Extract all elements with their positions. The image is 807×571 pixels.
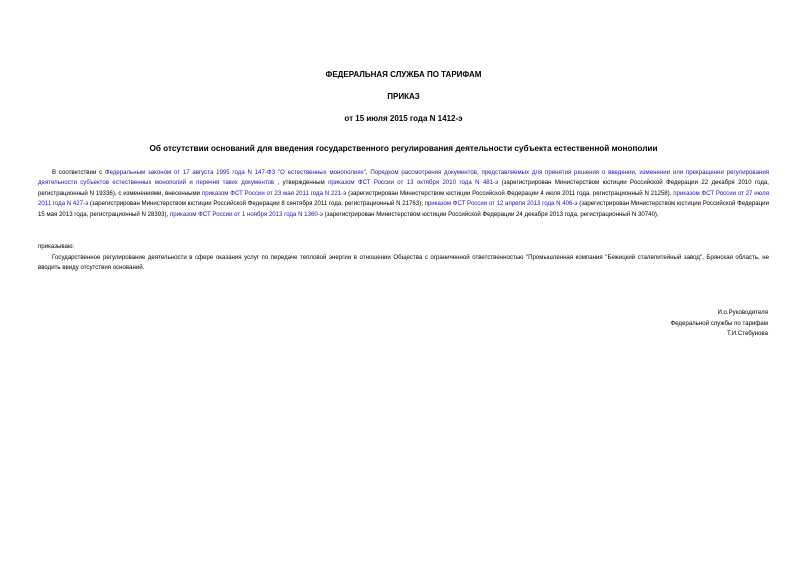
order-481-link[interactable]: приказом ФСТ России от 13 октября 2010 года N 481-э [328, 179, 499, 187]
order-word: приказываю: [38, 243, 75, 250]
preamble-text-7: (зарегистрирован Министерством юстиции Российской Федерации 15 мая 2013 года, регистрационный N 28393), [38, 200, 769, 218]
law-link[interactable]: Федеральным законом от 17 августа 1995 года N 147-ФЗ "О естественных монополиях" [104, 169, 366, 176]
order-406-link[interactable]: приказом ФСТ России от 12 апреля 2013 года N 406-э [424, 200, 578, 208]
preamble-text-6: (зарегистрирован Министерством юстиции Российской Федерации 8 сентября 2011 года, регистрационный N 21763), [88, 200, 425, 208]
preamble-block [38, 168, 769, 220]
doc-type-heading: ПРИКАЗ [387, 92, 420, 101]
signature-position: И.о.Руководителя [717, 309, 768, 316]
order-1360-link[interactable]: приказом ФСТ России от 1 ноября 2013 года N 1360-э [169, 210, 323, 218]
agency-heading: ФЕДЕРАЛЬНАЯ СЛУЖБА ПО ТАРИФАМ [325, 70, 482, 79]
decision-paragraph: Государственное регулирование деятельности в сфере оказания услуг по передаче тепловой энергии в отношении Общества с ограниченной ответственностью "Промышленная компания "Бежицкий сталелитейный завод", Брянская область, не вводить ввиду отсутствия оснований. [38, 254, 769, 272]
date-number-heading: от 15 июля 2015 года N 1412-э [344, 114, 463, 123]
order-427-link[interactable]: приказом ФСТ России от 27 июля 2011 года N 427-э [38, 189, 770, 208]
preamble-text-4: (зарегистрирован Министерством юстиции Российской Федерации 22 декабря 2010 года, регистрационный N 19336), с изменениями, внесенными [38, 179, 769, 197]
preamble-text-3: , утвержденным [274, 179, 329, 187]
signature-name: Т.И.Стебунова [727, 330, 768, 338]
preamble-paragraph [38, 168, 769, 220]
document-title: Об отсутствии оснований для введения государственного регулирования деятельности субъекта естественной монополии [149, 144, 658, 153]
signature-org: Федеральной службы по тарифам [670, 319, 768, 327]
procedure-link[interactable]: Порядком рассмотрения документов, представляемых для принятия решения о введении, изменении или прекращении регулирования деятельности субъектов естественных монополий и перечня таких документов [38, 169, 770, 187]
order-221-link[interactable]: приказом ФСТ России от 23 мая 2011 года N 221-э [201, 189, 347, 197]
preamble-text-2: , [365, 169, 371, 176]
preamble-text-5: (зарегистрирован Министерством юстиции Российской Федерации 4 июля 2011 года, регистрационный N 21258), [346, 189, 674, 197]
signature-block [671, 308, 769, 340]
preamble-text-1: В соответствии с [52, 169, 105, 176]
preamble-text-8: (зарегистрирован Министерством юстиции Российской Федерации 24 декабря 2013 года, регистрационный N 30740), [322, 210, 659, 218]
decision-block [38, 253, 769, 274]
